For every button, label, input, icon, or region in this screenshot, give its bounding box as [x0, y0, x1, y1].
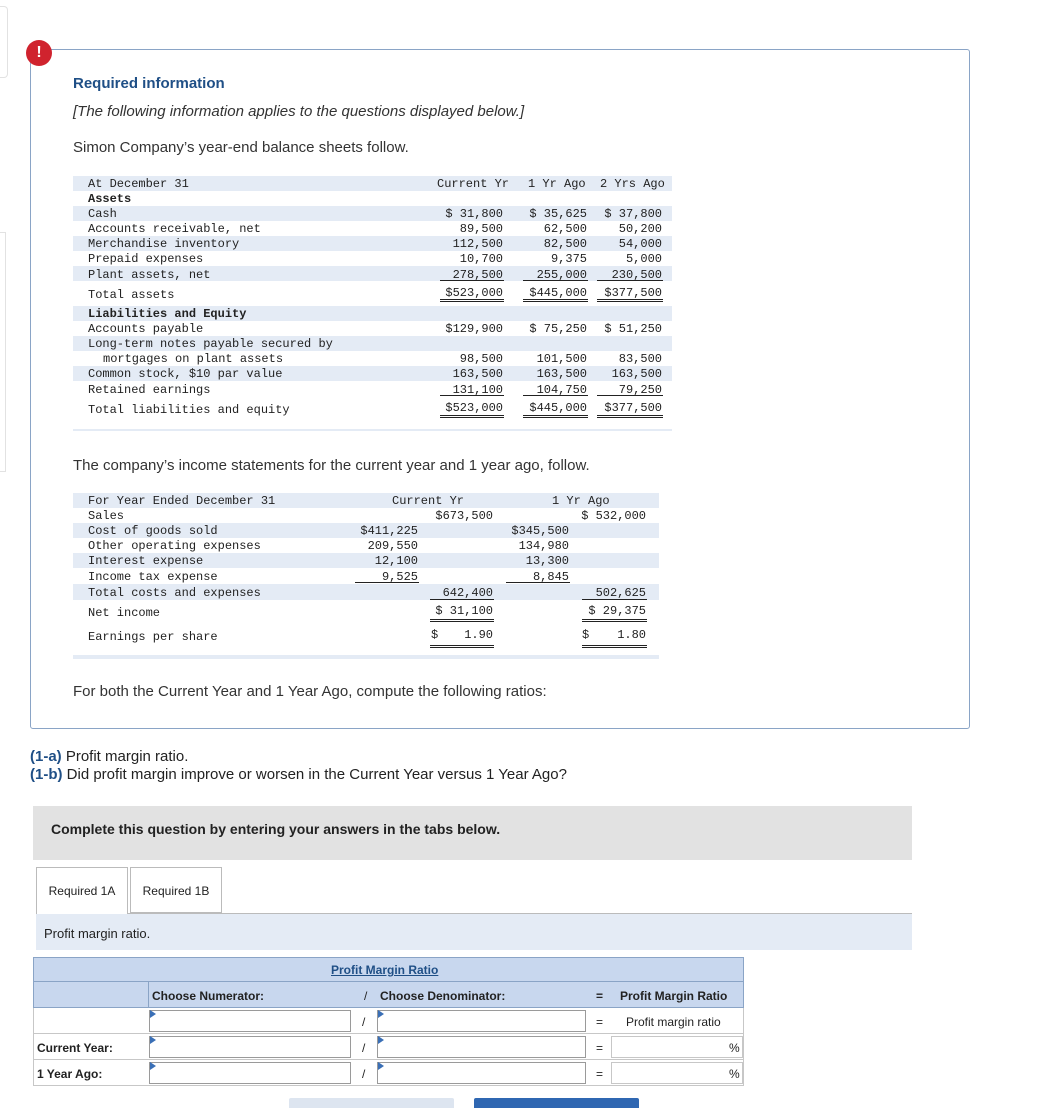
percent-sign: % — [729, 1067, 740, 1081]
question-1b-text: Did profit margin improve or worsen in the Current Year versus 1 Year Ago? — [62, 766, 567, 783]
ratio-input-prior[interactable] — [611, 1062, 743, 1084]
numerator-header: Choose Numerator: — [152, 989, 265, 1003]
bs-value: 79,250 — [618, 383, 662, 397]
equals-sign: = — [596, 1015, 604, 1029]
bs-value: $ 35,625 — [529, 207, 587, 221]
bs-value: 101,500 — [536, 352, 587, 366]
bs-value: 112,500 — [452, 237, 503, 251]
bs-value: 54,000 — [618, 237, 662, 251]
is-label: Interest expense — [88, 554, 204, 568]
bs-value: 163,500 — [536, 367, 587, 381]
bs-value: 50,200 — [618, 222, 662, 236]
is-label: Earnings per share — [88, 630, 218, 644]
complete-banner — [33, 806, 912, 860]
bs-value: 89,500 — [459, 222, 503, 236]
bs-value: $129,900 — [445, 322, 503, 336]
is-value: $ 29,375 — [588, 604, 646, 618]
bs-value: $523,000 — [445, 401, 503, 415]
bs-value: $377,500 — [604, 401, 662, 415]
bs-value: $ 51,250 — [604, 322, 662, 336]
bs-label: Retained earnings — [88, 383, 211, 397]
bs-value: 131,100 — [452, 383, 503, 397]
bs-value: $445,000 — [529, 401, 587, 415]
required-info-subtitle: [The following information applies to the questions displayed below.] — [73, 103, 525, 120]
denominator-select-prior[interactable] — [377, 1062, 586, 1084]
bs-col-current: Current Yr — [437, 177, 510, 191]
is-value: 209,550 — [367, 539, 418, 553]
row-label-current-year: Current Year: — [37, 1041, 113, 1055]
denominator-header: Choose Denominator: — [380, 989, 506, 1003]
equals-sign: = — [596, 1041, 604, 1055]
bs-label: Prepaid expenses — [88, 252, 204, 266]
tab-required-1a[interactable]: Required 1A — [36, 867, 128, 914]
tab-required-1b[interactable]: Required 1B — [130, 867, 222, 913]
is-value: $ — [431, 628, 439, 642]
bs-col-1yr: 1 Yr Ago — [528, 177, 586, 191]
bs-value: $377,500 — [604, 286, 662, 300]
numerator-select-current[interactable] — [149, 1036, 351, 1058]
ratio-grid-title: Profit Margin Ratio — [331, 963, 439, 977]
bs-label: Long-term notes payable secured by — [88, 337, 333, 351]
question-1a-text: Profit margin ratio. — [61, 748, 189, 765]
result-header: Profit Margin Ratio — [620, 989, 728, 1003]
left-edge-stub — [0, 232, 6, 472]
bs-label: Cash — [88, 207, 117, 221]
is-value: $ — [582, 628, 590, 642]
is-label: Income tax expense — [88, 570, 218, 584]
bs-value: 163,500 — [611, 367, 662, 381]
is-value: 1.90 — [464, 628, 493, 642]
bs-label: Accounts receivable, net — [88, 222, 261, 236]
bs-value: 278,500 — [452, 268, 503, 282]
question-1a-tag: (1-a) — [30, 748, 62, 765]
is-value: $411,225 — [360, 524, 418, 538]
equals-sign: = — [596, 989, 604, 1003]
is-value: 642,400 — [442, 586, 493, 600]
bs-value: $523,000 — [445, 286, 503, 300]
row-label-1-year-ago: 1 Year Ago: — [37, 1067, 103, 1081]
bs-label: Total liabilities and equity — [88, 403, 290, 417]
is-value: 8,845 — [532, 570, 569, 584]
equals-sign: = — [596, 1067, 604, 1081]
bs-liab-heading: Liabilities and Equity — [88, 307, 247, 321]
numerator-select[interactable] — [149, 1010, 351, 1032]
tab-panel-label: Profit margin ratio. — [44, 926, 151, 941]
left-edge-stub — [0, 6, 8, 78]
is-value: $ 31,100 — [435, 604, 493, 618]
question-1b-tag: (1-b) — [30, 766, 63, 783]
is-value: 9,525 — [381, 570, 418, 584]
balance-sheet-intro: Simon Company’s year-end balance sheets follow. — [73, 139, 409, 156]
bs-value: $445,000 — [529, 286, 587, 300]
bs-label: mortgages on plant assets — [103, 352, 284, 366]
divide-sign: / — [362, 1015, 366, 1029]
is-value: $ 532,000 — [581, 509, 646, 523]
prev-tab-button[interactable] — [289, 1098, 454, 1108]
required-info-title: Required information — [73, 75, 225, 92]
bs-value: 230,500 — [611, 268, 662, 282]
is-value: 13,300 — [525, 554, 569, 568]
is-label: Cost of goods sold — [88, 524, 218, 538]
ratios-intro: For both the Current Year and 1 Year Ago, compute the following ratios: — [73, 683, 547, 700]
is-label: Total costs and expenses — [88, 586, 261, 600]
bs-value: $ 31,800 — [445, 207, 503, 221]
is-label: Net income — [88, 606, 161, 620]
is-value: 502,625 — [595, 586, 646, 600]
is-col-1yr: 1 Yr Ago — [552, 494, 610, 508]
divide-sign: / — [362, 1067, 366, 1081]
bs-value: 9,375 — [550, 252, 587, 266]
bs-value: 163,500 — [452, 367, 503, 381]
bs-value: 10,700 — [459, 252, 503, 266]
ratio-input-current[interactable] — [611, 1036, 743, 1058]
is-value: $345,500 — [511, 524, 569, 538]
is-value: 1.80 — [617, 628, 646, 642]
bs-value: 255,000 — [536, 268, 587, 282]
is-value: 12,100 — [374, 554, 418, 568]
divide-sign: / — [362, 1041, 366, 1055]
is-label: Sales — [88, 509, 125, 523]
next-tab-button[interactable] — [474, 1098, 639, 1108]
is-value: 134,980 — [518, 539, 569, 553]
bs-value: 98,500 — [459, 352, 503, 366]
alert-icon: ! — [26, 40, 52, 66]
bs-label: Accounts payable — [88, 322, 204, 336]
bs-heading: At December 31 — [88, 177, 189, 191]
bs-value: 83,500 — [618, 352, 662, 366]
question-1b — [30, 766, 567, 783]
income-statement-intro: The company’s income statements for the current year and 1 year ago, follow. — [73, 457, 590, 474]
denominator-select-current[interactable] — [377, 1036, 586, 1058]
bs-value: 104,750 — [536, 383, 587, 397]
bs-value: $ 37,800 — [604, 207, 662, 221]
bs-label: Plant assets, net — [88, 268, 211, 282]
bs-label: Common stock, $10 par value — [88, 367, 283, 381]
result-subheader: Profit margin ratio — [626, 1015, 721, 1029]
bs-value: 82,500 — [543, 237, 587, 251]
bs-assets-heading: Assets — [88, 192, 132, 206]
percent-sign: % — [729, 1041, 740, 1055]
bs-col-2yr: 2 Yrs Ago — [600, 177, 665, 191]
is-value: $673,500 — [435, 509, 493, 523]
question-1a — [30, 748, 188, 765]
is-heading: For Year Ended December 31 — [88, 494, 276, 508]
complete-banner-text: Complete this question by entering your answers in the tabs below. — [51, 821, 501, 837]
is-label: Other operating expenses — [88, 539, 261, 553]
tab-panel-header — [36, 914, 912, 950]
numerator-select-prior[interactable] — [149, 1062, 351, 1084]
bs-label: Merchandise inventory — [88, 237, 240, 251]
bs-value: 5,000 — [625, 252, 662, 266]
bs-label: Total assets — [88, 288, 175, 302]
denominator-select[interactable] — [377, 1010, 586, 1032]
bs-value: $ 75,250 — [529, 322, 587, 336]
is-col-current: Current Yr — [392, 494, 465, 508]
bs-value: 62,500 — [543, 222, 587, 236]
divide-sign: / — [364, 989, 368, 1003]
